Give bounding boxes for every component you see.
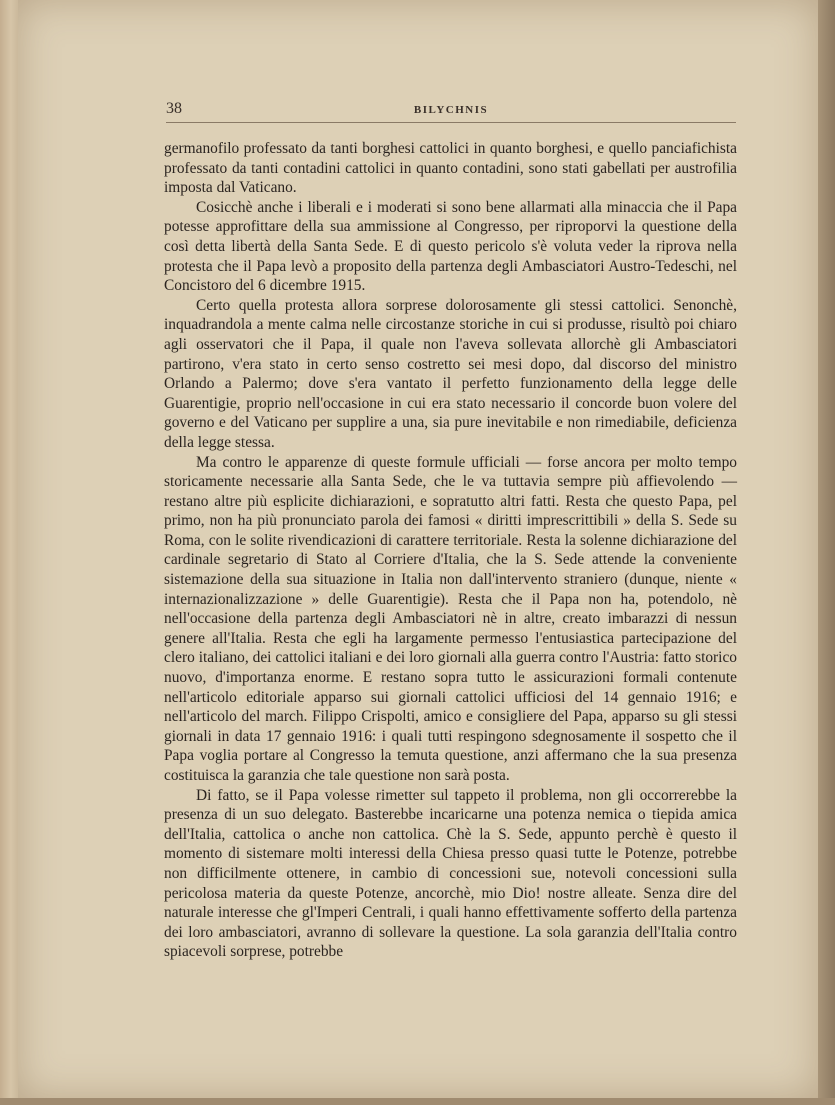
paragraph: Di fatto, se il Papa volesse rimetter sul tappeto il problema, non gli occorrerebbe la presenza di un suo delegato. Basterebbe incaricarne una potenza nemica o tiepida amica dell'Italia, cattolica o anche non cattolica. Chè la S. Sede, appunto perchè è questo il momento di sistemare molti interessi della Chiesa presso quasi tutte le Potenze, potrebbe non difficilmente ottenere, in cambio di concessioni sue, notevoli concessioni sulla pericolosa materia da queste Potenze, ancorchè, mio Dio! nostre alleate. Senza dire del naturale interesse che gl'Imperi Centrali, i quali hanno effettivamente sofferto della partenza dei loro ambasciatori, avranno di sollevare la questione. La sola garanzia dell'Italia contro spiacevoli sorprese, potrebbe xyxy=(164,786,737,961)
paragraph: Cosicchè anche i liberali e i moderati si sono bene allarmati alla minaccia che il Papa potesse approfittare della sua ammissione al Congresso, per riproporvi la questione della così detta libertà della Santa Sede. E di questo pericolo s'è voluta veder la riprova nella protesta che il Papa levò a proposito della partenza degli Ambasciatori Austro-Tedeschi, nel Concistoro del 6 dicembre 1915. xyxy=(164,198,737,295)
book-spine xyxy=(0,0,18,1105)
paragraph: Certo quella protesta allora sorprese dolorosamente gli stessi cattolici. Senonchè, inquadrandola a mente calma nelle circostanze storiche in cui si produsse, risultò poi chiaro agli osservatori che il Papa, il quale non l'aveva sollevata allorchè gli Ambasciatori partirono, v'era stato in certo senso costretto sei mesi dopo, dal discorso del ministro Orlando a Palermo; dove s'era vantato il perfetto funzionamento della legge delle Guarentigie, proprio nell'occasione in cui era stato necessario il concorde buon volere del governo e del Vaticano per supplire a una, sia pure inevitabile e non rimediabile, deficienza della legge stessa. xyxy=(164,296,737,451)
paragraph: germanofilo professato da tanti borghesi cattolici in quanto borghesi, e quello panciafichista professato da tanti contadini cattolici in quanto contadini, sono stati gabellati per austrofilia imposta dal Vaticano. xyxy=(164,140,737,197)
page-edge xyxy=(818,0,835,1105)
paragraph: Ma contro le apparenze di queste formule ufficiali — forse ancora per molto tempo storicamente necessarie alla Santa Sede, che le va tuttavia sempre più affievolendo — restano altre più esplicite dichiarazioni, e sopratutto altri fatti. Resta che questo Papa, pel primo, non ha più pronunciato parola dei famosi « diritti imprescrittibili » della S. Sede su Roma, con le solite rivendicazioni di carattere territoriale. Resta la solenne dichiarazione del cardinale segretario di Stato al Corriere d'Italia, che la S. Sede attende la conveniente sistemazione della sua situazione in Italia non dall'intervento straniero (dunque, niente « internazionalizzazione » delle Guarentigie). Resta che il Papa non ha, potendolo, nè nell'occasione della partenza degli Ambasciatori nè in altre, creato imbarazzi di nessun genere all'Italia. Resta che egli ha largamente permesso l'entusiastica partecipazione del clero italiano, dei cattolici italiani e dei loro giornali alla guerra contro l'Austria: fatto storico nuovo, d'importanza enorme. E restano sopra tutto le assicurazioni formali contenute nell'articolo editoriale apparso sui giornali cattolici ufficiosi del 14 gennaio 1916; e nell'articolo del march. Filippo Crispolti, amico e consigliere del Papa, apparso su gli stessi giornali in data 17 gennaio 1916: i quali tutti respingono sdegnosamente il sospetto che il Papa voglia portare al Congresso la temuta questione, anzi affermano che la sua presenza costituisca la garanzia che tale questione non sarà posta. xyxy=(164,453,737,784)
running-header xyxy=(166,100,736,123)
running-title: BILYCHNIS xyxy=(413,104,489,116)
page-bottom-edge xyxy=(0,1098,835,1105)
body-text xyxy=(164,139,737,962)
page-number: 38 xyxy=(166,100,182,117)
